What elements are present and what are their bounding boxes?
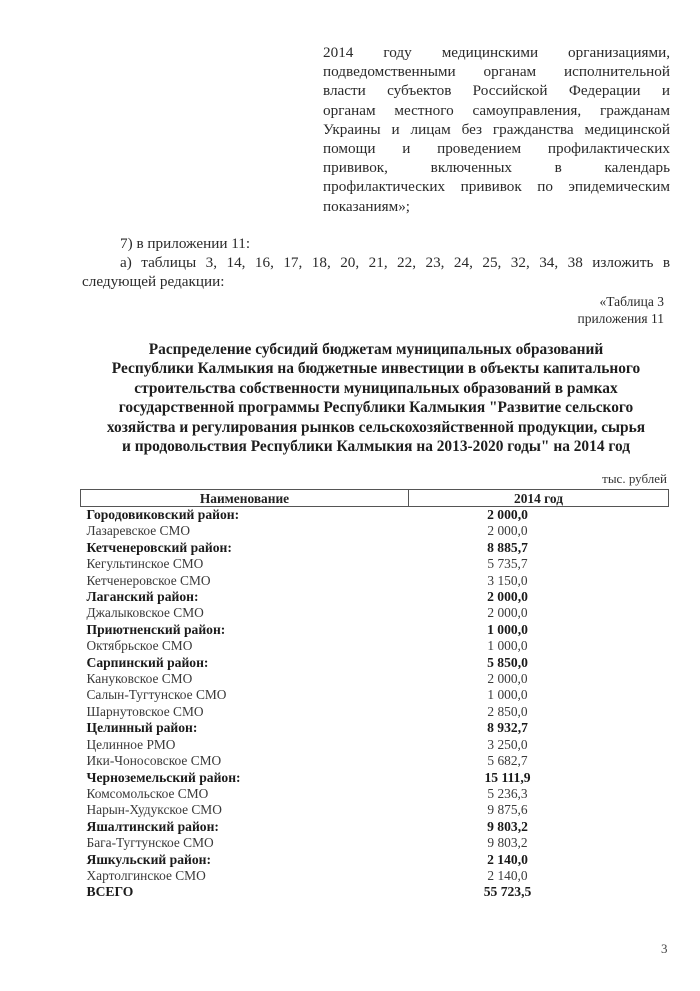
quote-line: Украины и лицам без гражданства медицинской [323,120,670,138]
table-row-municipality [81,573,669,589]
table-row-district [81,589,669,605]
row-name: Хартолгинское СМО [86,867,206,883]
row-name: Ики-Чоносовское СМО [86,753,222,769]
row-value: 5 682,7 [487,753,528,769]
table-row-district [81,852,669,868]
table-reference-line: «Таблица 3 [599,294,664,309]
row-name: Комсомольское СМО [86,785,209,801]
row-value: 1 000,0 [487,687,528,703]
title-line: государственной программы Республики Калмыкия "Развитие сельского [118,399,634,417]
table-row-district [81,655,669,671]
row-value: 2 850,0 [487,703,528,719]
row-value: 1 000,0 [487,621,528,637]
table-row-district [81,720,669,736]
row-name: Джалыковское СМО [86,605,204,621]
row-value: 2 000,0 [487,605,528,621]
paragraph-line: следующей редакции: [82,273,225,291]
row-name: Кетченеровское СМО [86,572,211,588]
row-value: 1 000,0 [487,638,528,654]
row-name: Кануковское СМО [86,671,193,687]
table-row-municipality [81,687,669,703]
table-row-district [81,507,669,524]
table-row-district [81,770,669,786]
quote-line: органам местного самоуправления, гражданам [323,101,670,119]
title-line: Республики Калмыкия на бюджетные инвестиции в объекты капитального [111,360,641,378]
paragraph-line: а) таблицы 3, 14, 16, 17, 18, 20, 21, 22, 23, 24, 25, 32, 34, 38 изложить в [120,254,670,271]
quote-line: подведомственными органам исполнительной [323,63,670,81]
row-name: Лазаревское СМО [86,523,191,539]
table-row-district [81,622,669,638]
table-header-row [81,490,669,507]
row-name: Кегультинское СМО [86,556,204,572]
row-name: Целинное РМО [86,736,176,752]
row-value: 9 875,6 [487,802,528,818]
row-name: Городовиковский район: [86,507,240,522]
table-row-district [81,884,669,900]
row-name: Октябрьское СМО [86,638,193,654]
title-line: и продовольствия Республики Калмыкия на 2013-2020 годы" на 2014 год [121,438,631,456]
table-reference [577,293,664,327]
quote-line: профилактических прививок по эпидемическим [323,178,670,196]
table-row-municipality [81,523,669,539]
row-name: ВСЕГО [86,884,134,900]
title-line: Распределение субсидий бюджетам муниципальных образований [148,341,604,358]
quote-line: помощи и проведением профилактических [323,140,670,158]
row-name: Бага-Тугтунское СМО [86,835,214,851]
column-header-name: Наименование [81,490,409,507]
table-title [82,340,670,456]
row-value: 5 735,7 [487,556,528,572]
table-row-municipality [81,753,669,769]
row-name: Нарын-Худукское СМО [86,802,222,818]
row-value: 9 803,2 [487,835,528,851]
table-row-municipality [81,835,669,851]
table-row-municipality [81,605,669,621]
row-name: Яшалтинский район: [86,818,219,834]
row-value: 3 250,0 [487,736,528,752]
row-name: Яшкульский район: [86,851,211,867]
row-name: Сарпинский район: [86,654,209,670]
row-value: 55 723,5 [483,884,532,900]
units-label: тыс. рублей [602,471,667,486]
table-row-municipality [81,802,669,818]
row-name: Целинный район: [86,720,198,736]
table-row-municipality [81,556,669,572]
quote-line: показаниям»; [323,197,411,215]
row-value: 3 150,0 [487,572,528,588]
table-row-municipality [81,704,669,720]
row-value: 5 850,0 [487,654,528,670]
row-name: Приютненский район: [86,621,226,637]
table-row-district [81,540,669,556]
row-name: Черноземельский район: [86,769,241,785]
row-name: Салын-Тугтунское СМО [86,687,227,703]
paragraph-item-7: 7) в приложении 11: [120,235,251,252]
paragraph-item-a [82,253,670,291]
row-value: 5 236,3 [487,785,528,801]
row-value: 15 111,9 [484,769,531,785]
quote-line: прививок, включенных в календарь [323,159,670,177]
table-row-municipality [81,737,669,753]
quoted-text-block [323,43,670,216]
row-value: 2 140,0 [487,867,528,883]
table-reference-line: приложения 11 [577,311,664,326]
table-row-municipality [81,786,669,802]
quote-line: 2014 году медицинскими организациями, [323,44,670,61]
column-header-year: 2014 год [409,490,669,507]
row-value: 2 140,0 [487,851,528,867]
row-value: 2 000,0 [487,507,528,522]
table-row-district [81,819,669,835]
row-value: 8 932,7 [487,720,528,736]
row-value: 8 885,7 [487,539,528,555]
row-value: 9 803,2 [487,818,528,834]
title-line: строительства собственности муниципальных образований в рамках [134,379,618,397]
page-number: 3 [661,941,668,956]
row-name: Лаганский район: [86,589,199,605]
row-value: 2 000,0 [487,671,528,687]
quote-line: власти субъектов Российской Федерации и [323,82,670,100]
table-row-municipality [81,868,669,884]
row-value: 2 000,0 [487,523,528,539]
subsidy-table [80,489,669,901]
table-row-municipality [81,671,669,687]
row-name: Шарнутовское СМО [86,703,204,719]
row-value: 2 000,0 [487,589,528,605]
row-name: Кетченеровский район: [86,539,232,555]
table-row-municipality [81,638,669,654]
title-line: хозяйства и регулирования рынков сельскохозяйственной продукции, сырья [106,418,646,436]
